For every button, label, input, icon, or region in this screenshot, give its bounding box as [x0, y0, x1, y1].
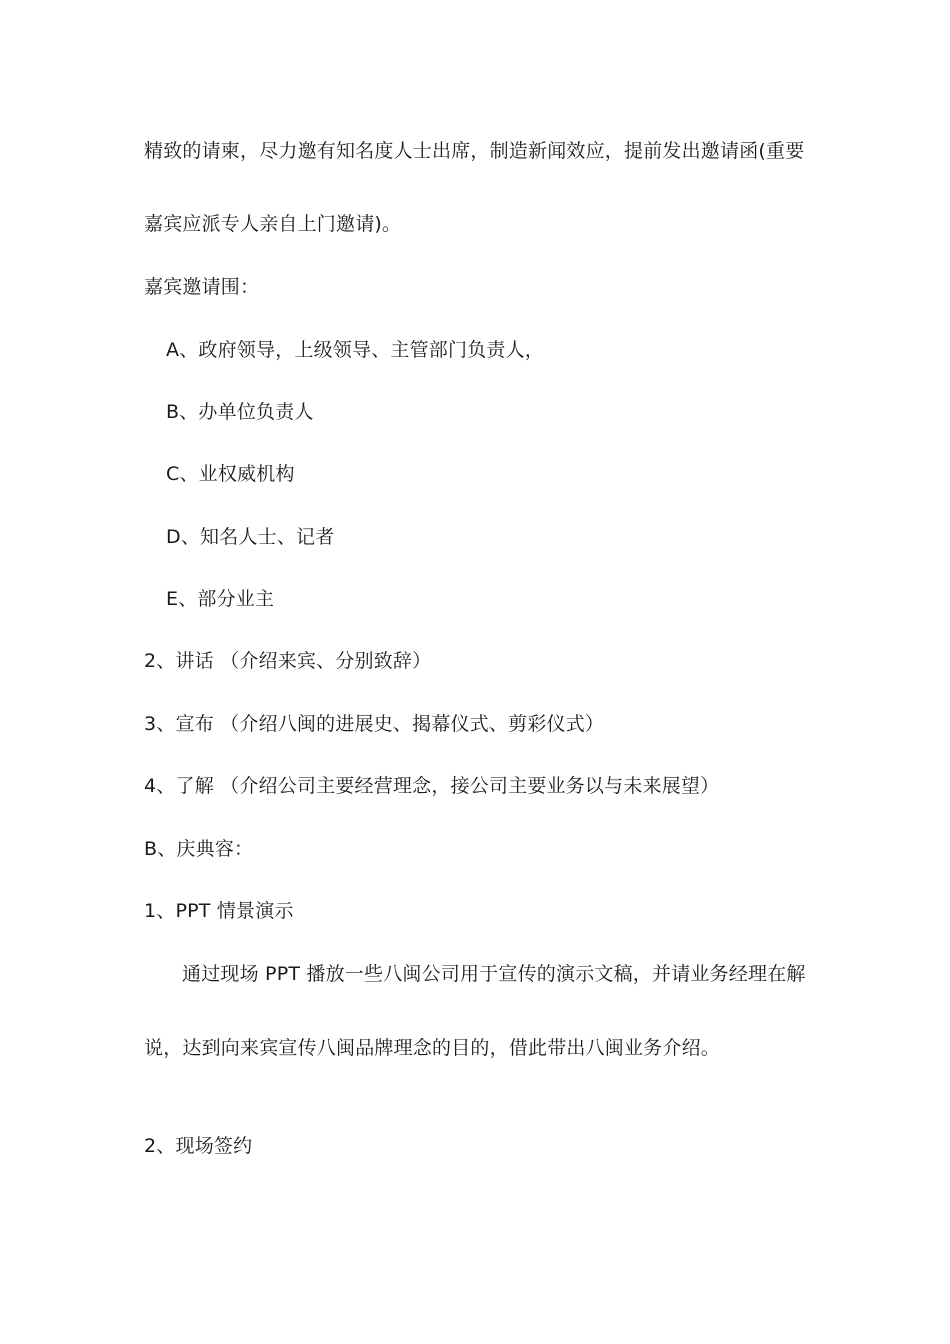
ceremony-item-signing: 2、现场签约 — [144, 1135, 253, 1157]
ceremony-content-heading: B、庆典容： — [144, 838, 254, 860]
guest-item-b: B、办单位负责人 — [166, 401, 314, 423]
ceremony-item-ppt: 1、PPT 情景演示 — [144, 900, 294, 922]
paragraph-invitation-line-1: 精致的请柬，尽力邀有知名度人士出席，制造新闻效应，提前发出邀请函(重要 — [144, 140, 805, 162]
guest-scope-heading: 嘉宾邀请围： — [144, 276, 260, 298]
agenda-item-understand: 4、了解 （介绍公司主要经营理念，接公司主要业务以与未来展望） — [144, 775, 720, 797]
agenda-item-announce: 3、宣布 （介绍八闽的进展史、揭幕仪式、剪彩仪式） — [144, 713, 605, 735]
ppt-description-line-2: 说，达到向来宾宣传八闽品牌理念的目的，借此带出八闽业务介绍。 — [144, 1037, 721, 1059]
guest-item-a: A、政府领导，上级领导、主管部门负责人， — [166, 339, 544, 361]
ppt-description-line-1: 通过现场 PPT 播放一些八闽公司用于宣传的演示文稿，并请业务经理在解 — [182, 963, 806, 985]
paragraph-invitation-line-2: 嘉宾应派专人亲自上门邀请)。 — [144, 213, 402, 235]
agenda-item-speech: 2、讲话 （介绍来宾、分别致辞） — [144, 650, 432, 672]
guest-item-c: C、业权威机构 — [166, 463, 295, 485]
guest-item-d: D、知名人士、记者 — [166, 526, 335, 548]
guest-item-e: E、部分业主 — [166, 588, 275, 610]
